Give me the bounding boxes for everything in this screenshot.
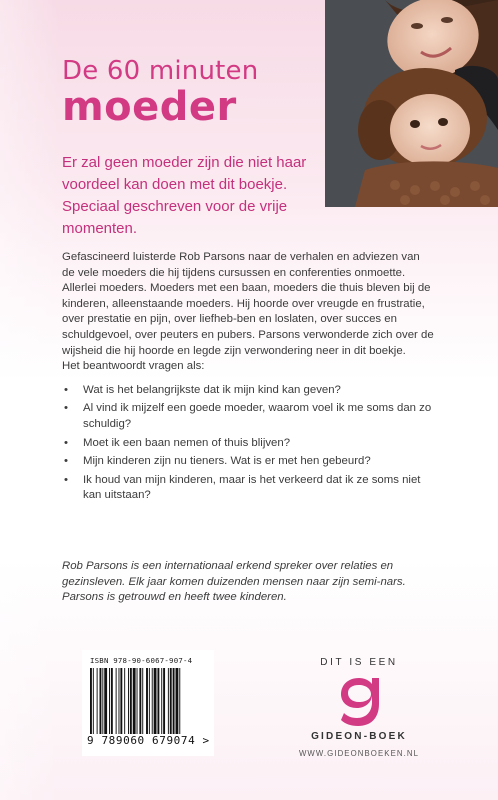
- barcode-bar: [111, 668, 113, 734]
- bullet-icon: •: [64, 383, 68, 396]
- barcode-bar: [154, 668, 157, 734]
- barcode-digits: 9 789060 679074 >: [87, 734, 210, 747]
- photo-illustration: [325, 0, 498, 207]
- barcode-bar: [109, 668, 110, 734]
- barcode-bar: [128, 668, 129, 734]
- question-text: Ik houd van mijn kinderen, maar is het verkeerd dat ik ze soms niet kan uitstaan?: [83, 473, 421, 502]
- barcode-bar: [142, 668, 143, 734]
- question-text: Al vind ik mijzelf een goede moeder, waarom voel ik me soms dan zo schuldig?: [83, 402, 432, 430]
- barcode-bar: [139, 668, 141, 734]
- question-text: Mijn kinderen zijn nu tieners. Wat is er met hen gebeurd?: [83, 455, 371, 468]
- barcode-bar: [163, 668, 165, 734]
- description-block: [62, 250, 434, 507]
- lead-paragraph: Er zal geen moeder zijn die niet haar voordeel kan doen met dit boekje. Speciaal geschreven voor de vrije momenten.: [62, 154, 307, 237]
- barcode-bar: [124, 668, 125, 734]
- publisher-name: GIDEON-BOEK: [311, 731, 407, 742]
- author-bio: Rob Parsons is een internationaal erkend spreker over relaties en gezinsleven. Elk jaar komen duizenden mensen naar zijn semi-nars. Parsons is getrouwd en heeft twee kinderen.: [62, 560, 406, 604]
- cover-photo-mother-and-child: [325, 0, 498, 207]
- barcode-bar: [176, 668, 179, 734]
- barcode-bar: [102, 668, 103, 734]
- questions-list: [62, 383, 434, 504]
- barcode-bar: [137, 668, 138, 734]
- questions-intro: Het beantwoordt vragen als:: [62, 360, 205, 373]
- title-line-2: moeder: [62, 84, 237, 130]
- barcode-bar: [119, 668, 120, 734]
- question-text: Wat is het belangrijkste dat ik mijn kind kan geven?: [83, 383, 341, 396]
- bullet-icon: •: [64, 473, 68, 486]
- gideon-logo-icon: [335, 672, 383, 728]
- barcode-bar: [157, 668, 159, 734]
- question-item: [62, 401, 434, 432]
- barcode-bar: [120, 668, 122, 734]
- barcode-bar: [146, 668, 148, 734]
- barcode-bar: [179, 668, 180, 734]
- title-line-1: De 60 minuten: [62, 56, 259, 86]
- barcode-bar: [168, 668, 169, 734]
- question-item: [62, 436, 434, 452]
- barcode-bar: [116, 668, 117, 734]
- barcode-bar: [100, 668, 102, 734]
- barcode-bar: [133, 668, 136, 734]
- question-text: Moet ik een baan nemen of thuis blijven?: [83, 436, 291, 449]
- barcode-bar: [152, 668, 153, 734]
- bullet-icon: •: [64, 455, 68, 468]
- barcode-bar: [149, 668, 150, 734]
- publisher-url: WWW.GIDEONBOEKEN.NL: [298, 749, 420, 758]
- question-item: [62, 473, 434, 504]
- bullet-icon: •: [64, 402, 68, 415]
- barcode-bars: [88, 668, 208, 734]
- barcode-bar: [173, 668, 175, 734]
- barcode-bar: [104, 668, 107, 734]
- bullet-icon: •: [64, 436, 68, 449]
- barcode-bar: [97, 668, 98, 734]
- barcode-bar: [170, 668, 172, 734]
- isbn-barcode: [82, 650, 214, 756]
- barcode-bar: [161, 668, 162, 734]
- isbn-label: ISBN 978-90-6067-907-4: [90, 656, 193, 665]
- question-item: [62, 454, 434, 470]
- description-paragraph: Gefascineerd luisterde Rob Parsons naar de verhalen en adviezen van de vele moeders die hij tijdens cursussen en conferenties onmoette. Allerlei moeders. Moeders met een baan, moeders die thuis bleven bij de kinderen, alleenstaande moeders. Hij hoorde over vreugde en frustratie, over prestatie en pijn, over liefheb-ben en loslaten, over succes en schuldgevoel, over peuters en pubers. Parsons verwonderde zich over de wijsheid die hij hoorde en legde zijn verwondering neer in dit boekje.: [62, 251, 434, 357]
- barcode-bar: [130, 668, 132, 734]
- barcode-bar: [93, 668, 94, 734]
- barcode-bar: [90, 668, 92, 734]
- publisher-intro: DIT IS EEN: [320, 657, 398, 668]
- question-item: [62, 383, 434, 399]
